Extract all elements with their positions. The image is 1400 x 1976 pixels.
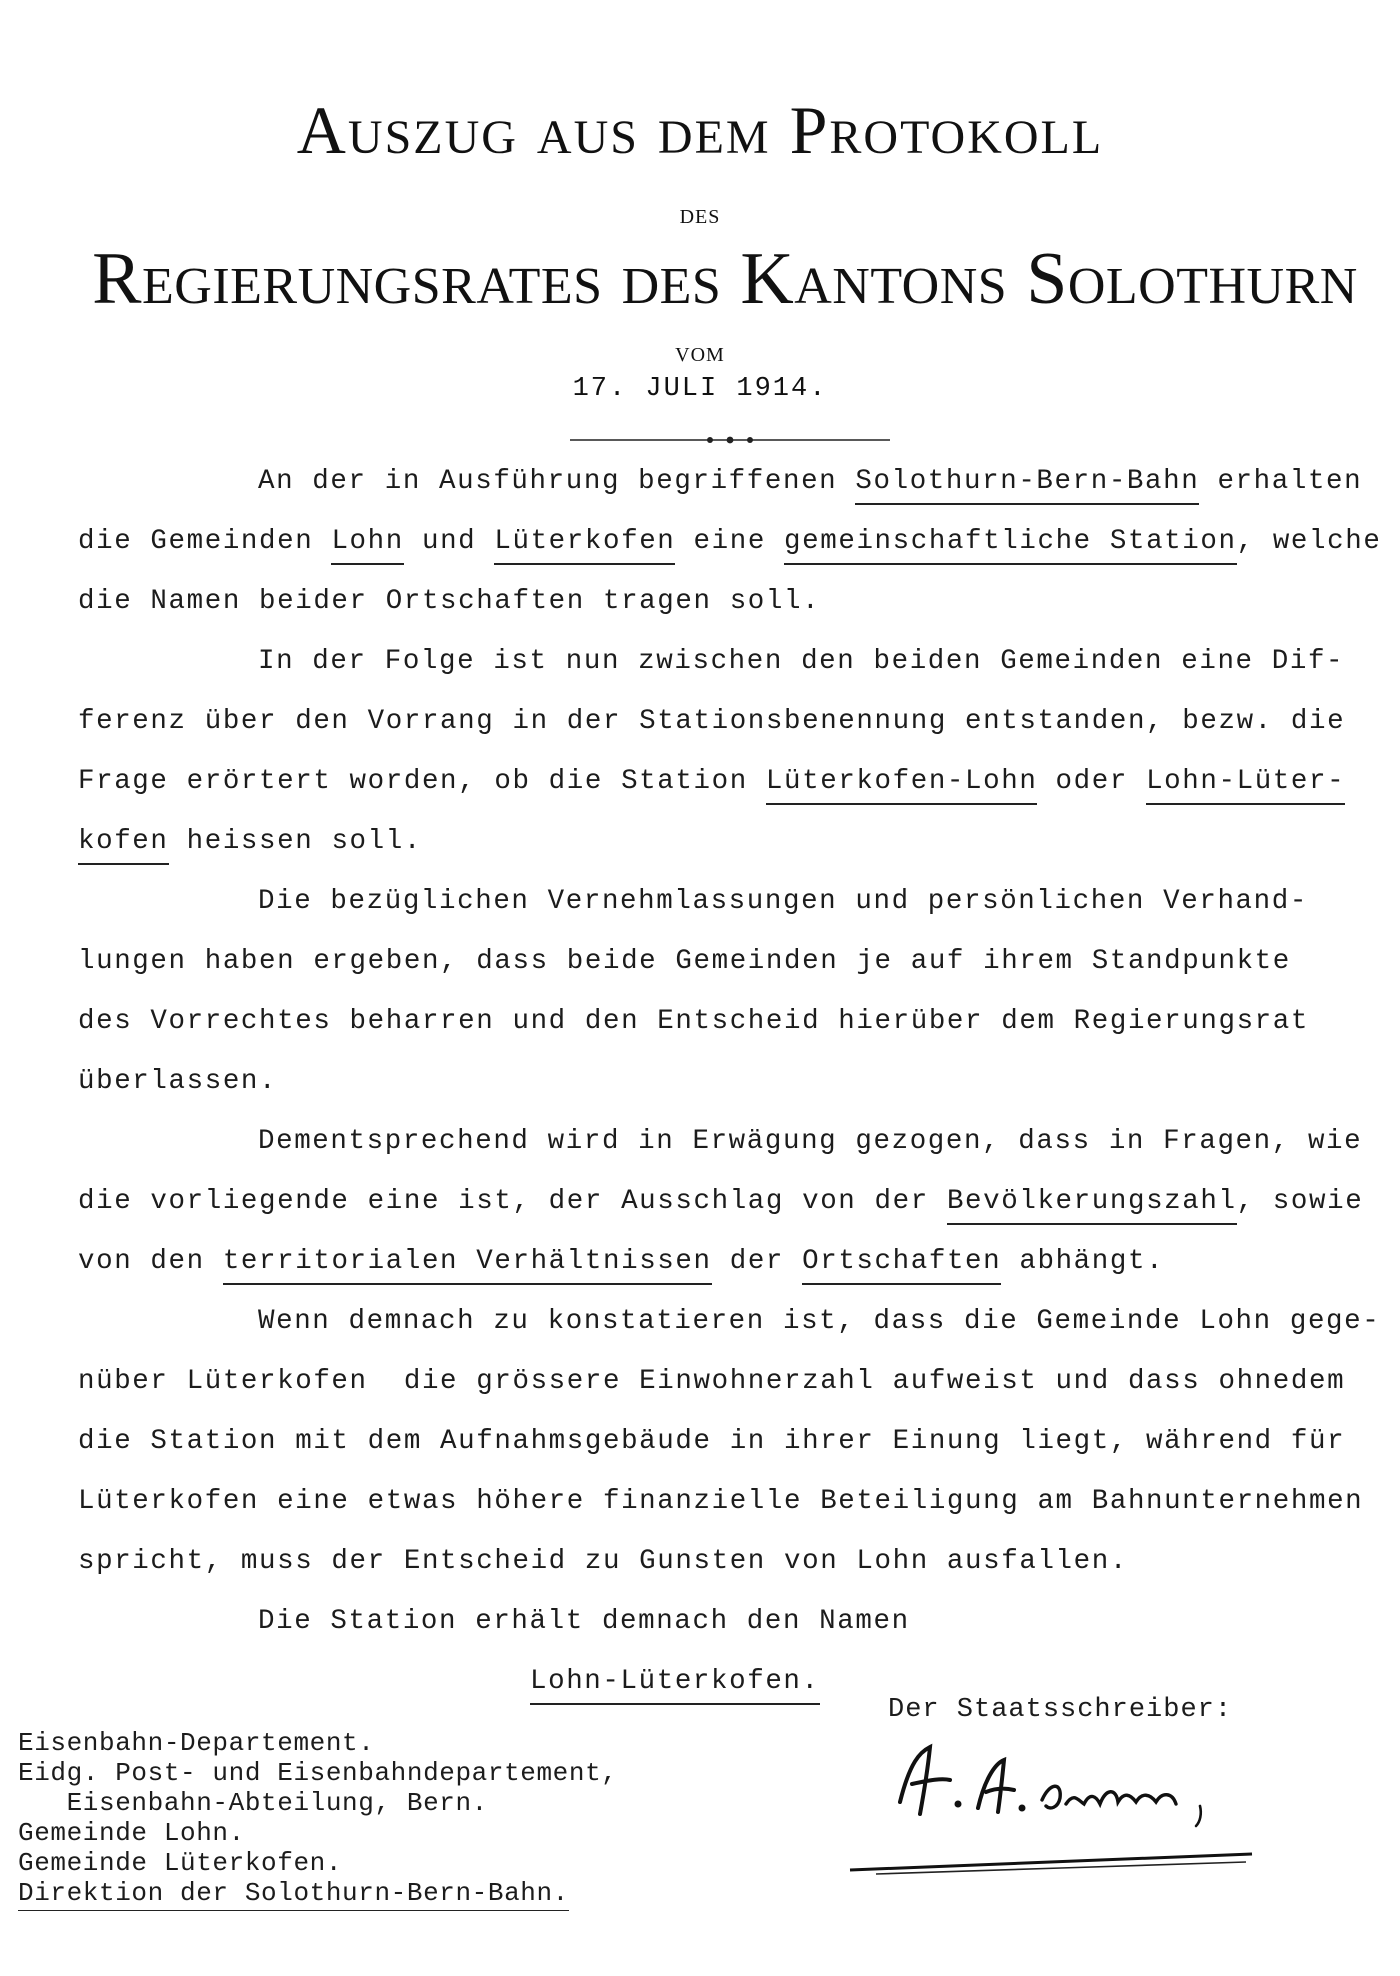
paragraph-1-line-2: die Gemeinden Lohn und Lüterkofen eine gemeinschaftliche Station, welche <box>78 528 1381 556</box>
paragraph-4-line-3: von den territorialen Verhältnissen der Ortschaften abhängt. <box>78 1248 1164 1276</box>
distribution-item: Gemeinde Lohn. <box>18 1818 245 1848</box>
paragraph-5-line-4: Lüterkofen eine etwas höhere finanzielle Beteiligung am Bahnunternehmen <box>78 1486 1364 1517</box>
paragraph-5-line-5: spricht, muss der Entscheid zu Gunsten von Lohn ausfallen. <box>78 1546 1128 1577</box>
document-title: Auszug aus dem Protokoll <box>296 92 1104 168</box>
distribution-item: Eisenbahn-Abteilung, Bern. <box>18 1788 488 1818</box>
paragraph-5-line-1: Wenn demnach zu konstatieren ist, dass die Gemeinde Lohn gege- <box>258 1306 1381 1337</box>
paragraph-3-line-2: lungen haben ergeben, dass beide Gemeinden je auf ihrem Standpunkte <box>78 946 1291 977</box>
document-subtitle: Regierungsrates des Kantons Solothurn <box>92 238 1358 320</box>
underlined-option-luterkofen-lohn: Lüterkofen-Lohn <box>766 766 1038 805</box>
underlined-territorial: territorialen Verhältnissen <box>223 1246 712 1285</box>
distribution-item: Eisenbahn-Departement. <box>18 1728 375 1758</box>
paragraph-1-line-1: An der in Ausführung begriffenen Solothurn-Bern-Bahn erhalten <box>258 468 1362 496</box>
station-name: Lohn-Lüterkofen. <box>530 1668 820 1696</box>
underlined-lohn: Lohn <box>331 526 403 565</box>
underlined-population: Bevölkerungszahl <box>947 1186 1237 1225</box>
underlined-option-continuation: kofen <box>78 826 169 865</box>
title-connector-vom: VOM <box>675 344 725 366</box>
paragraph-3-line-1: Die bezüglichen Vernehmlassungen und persönlichen Verhand- <box>258 886 1308 917</box>
paragraph-5-line-3: die Station mit dem Aufnahmsgebäude in ihrer Einung liegt, während für <box>78 1426 1346 1457</box>
handwritten-signature <box>880 1722 1260 1842</box>
paragraph-2-line-3: Frage erörtert worden, ob die Station Lüterkofen-Lohn oder Lohn-Lüter- <box>78 768 1345 796</box>
underlined-localities: Ortschaften <box>802 1246 1001 1285</box>
ornament-divider <box>570 434 890 446</box>
underlined-option-lohn-luterkofen: Lohn-Lüter- <box>1146 766 1345 805</box>
paragraph-6-line-1: Die Station erhält demnach den Namen <box>258 1606 910 1637</box>
paragraph-5-line-2: nüber Lüterkofen die grössere Einwohnerzahl aufweist und dass ohnedem <box>78 1366 1346 1397</box>
underlined-railway-name: Solothurn-Bern-Bahn <box>855 466 1199 505</box>
signature-line <box>846 1848 1256 1878</box>
paragraph-3-line-3: des Vorrechtes beharren und den Entscheid hierüber dem Regierungsrat <box>78 1006 1309 1037</box>
paragraph-2-line-2: ferenz über den Vorrang in der Stationsbenennung entstanden, bezw. die <box>78 706 1346 737</box>
paragraph-3-line-4: überlassen. <box>78 1066 278 1097</box>
paragraph-2-line-1: In der Folge ist nun zwischen den beiden Gemeinden eine Dif- <box>258 646 1345 677</box>
underlined-luterkofen: Lüterkofen <box>494 526 675 565</box>
paragraph-4-line-2: die vorliegende eine ist, der Ausschlag von der Bevölkerungszahl, sowie <box>78 1188 1363 1216</box>
distribution-item: Direktion der Solothurn-Bern-Bahn. <box>18 1880 569 1911</box>
paragraph-2-line-4: kofen heissen soll. <box>78 828 422 856</box>
paragraph-4-line-1: Dementsprechend wird in Erwägung gezogen, dass in Fragen, wie <box>258 1126 1363 1157</box>
distribution-item: Gemeinde Lüterkofen. <box>18 1848 343 1878</box>
document-date: 17. JULI 1914. <box>572 374 828 404</box>
title-connector-des: DES <box>679 206 721 228</box>
signatory-title: Der Staatsschreiber: <box>888 1695 1233 1725</box>
paragraph-1-line-3: die Namen beider Ortschaften tragen soll. <box>78 586 821 617</box>
distribution-item: Eidg. Post- und Eisenbahndepartement, <box>18 1758 618 1788</box>
underlined-shared-station: gemeinschaftliche Station <box>784 526 1237 565</box>
